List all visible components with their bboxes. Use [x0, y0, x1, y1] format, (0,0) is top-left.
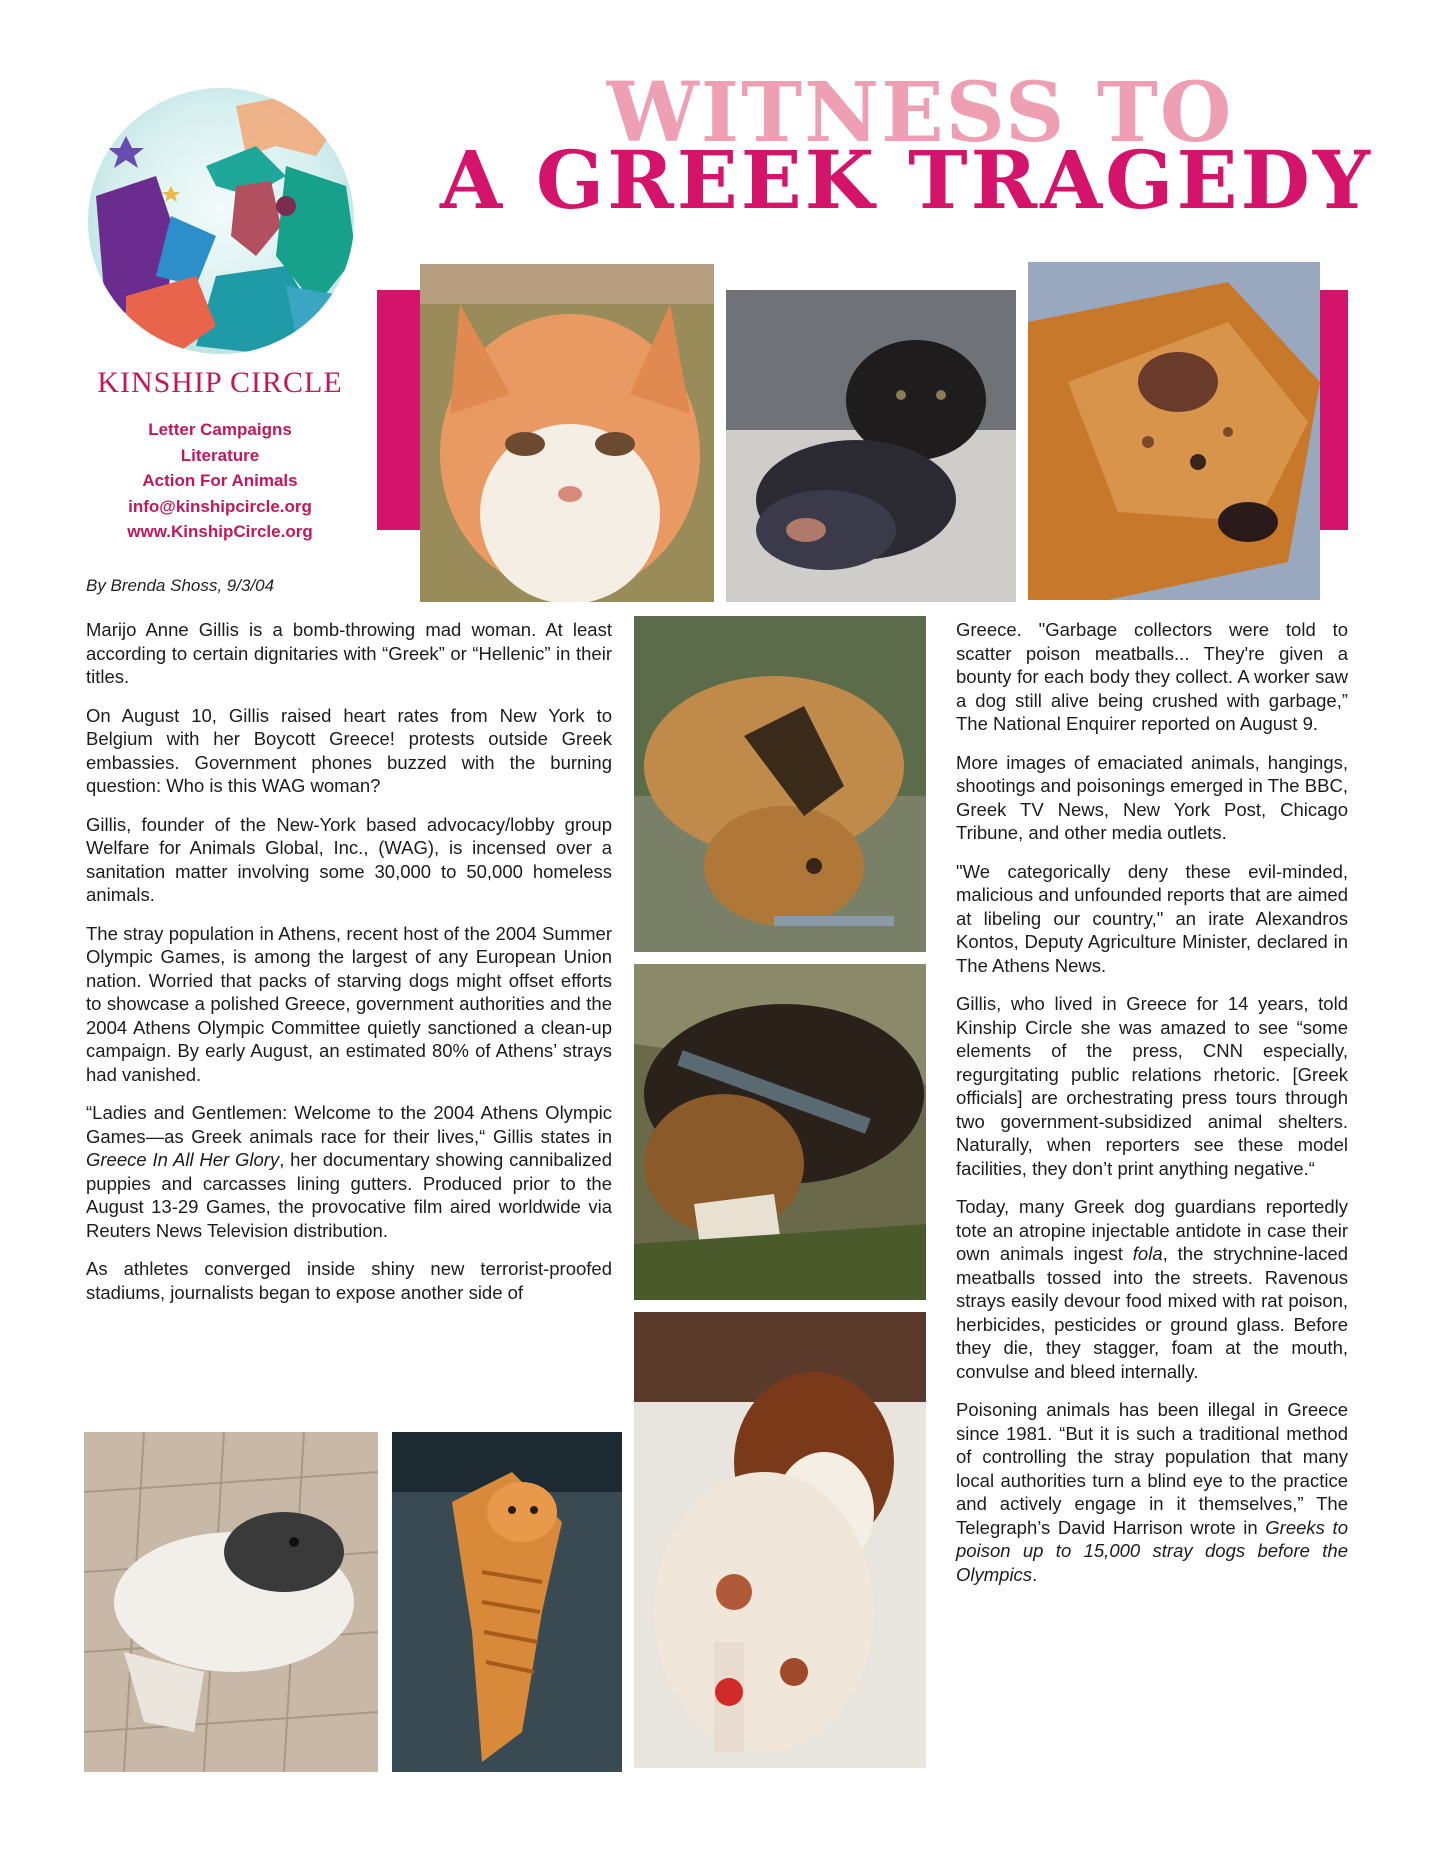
paragraph: Gillis, who lived in Greece for 14 years, told Kinship Circle she was amazed to see “some elements of the press, CNN especially, regurgitating public relations rhetoric. [Greek officials] are orchestrating press tours through two government-subsidized animal shelters. Naturally, when reporters see these model facilities, they don’t print anything negative.“ [956, 993, 1348, 1179]
kinship-circle-logo [86, 86, 356, 356]
photo-poisoned-dog-2 [634, 964, 926, 1300]
paragraph: "We categorically deny these evil-minded, malicious and unfounded reports that are aimed at libeling our country," an irate Alexandros Kontos, Deputy Agriculture Minister, declared in The Athens News. [956, 860, 1348, 976]
photo-injured-dog-face [1028, 262, 1320, 600]
org-website-link[interactable]: www.KinshipCircle.org [127, 522, 313, 541]
org-item-action: Action For Animals [142, 471, 298, 490]
paragraph: On August 10, Gillis raised heart rates from New York to Belgium with her Boycott Greece! protests outside Greek embassies. Government phones buzzed with the burning question: Who is this WAG woman? [86, 704, 612, 796]
photo-poisoned-dog-1 [634, 616, 926, 952]
paragraph: Today, many Greek dog guardians reportedly tote an atropine injectable antidote in case their own animals ingest fola, the strychnine-laced meatballs tossed into the streets. Ravenous strays easily devour food mixed with rat poison, herbicides, pesticides or ground glass. Before they die, they stagger, foam at the mouth, convulse and bleed internally. [956, 1196, 1348, 1382]
article-citation: Greeks to poison up to 15,000 stray dogs before the Olympics [956, 1516, 1348, 1585]
org-email-link[interactable]: info@kinshipcircle.org [128, 496, 312, 516]
org-name: KINSHIP CIRCLE [97, 366, 343, 399]
title-line-1: WITNESS TO [606, 65, 1234, 161]
accent-bar-left [377, 290, 425, 530]
title-line-2: A GREEK TRAGEDY [440, 133, 1373, 227]
paragraph: Marijo Anne Gillis is a bomb-throwing mad woman. At least according to certain dignitaries with “Greek” or “Hellenic” in their titles. [86, 619, 612, 687]
paragraph: The stray population in Athens, recent host of the 2004 Summer Olympic Games, is among the largest of any European Union nation. Worried that packs of starving dogs might offset efforts to showcase a polished Greece, government authorities and the 2004 Athens Olympic Committee quietly sanctioned a clean-up campaign. By early August, an estimated 80% of Athens’ strays had vanished. [86, 922, 612, 1085]
paragraph: As athletes converged inside shiny new terrorist-proofed stadiums, journalists began to expose another side of [86, 1258, 612, 1303]
org-info-list [60, 417, 380, 545]
photo-starving-cat [392, 1432, 622, 1772]
byline: By Brenda Shoss, 9/3/04 [86, 576, 275, 595]
paragraph: “Ladies and Gentlemen: Welcome to the 2004 Athens Olympic Games—as Greek animals race for their lives,“ Gillis states in Greece In All Her Glory, her documentary showing cannibalized puppies and carcasses lining gutters. Produced prior to the August 13-29 Games, the provocative film aired worldwide via Reuters News Television distribution. [86, 1102, 612, 1241]
paragraph: Gillis, founder of the New-York based advocacy/lobby group Welfare for Animals Global, Inc., (WAG), is incensed over a sanitation matter involving some 30,000 to 50,000 homeless animals. [86, 813, 612, 905]
article-column-1 [86, 618, 612, 1319]
fola-term: fola [1132, 1243, 1163, 1264]
article-column-3 [956, 618, 1348, 1601]
accent-bar-right [1320, 290, 1348, 530]
paragraph: More images of emaciated animals, hangings, shootings and poisonings emerged in The BBC, Greek TV News, New York Post, Chicago Tribune, and other media outlets. [956, 751, 1348, 843]
org-item-letter-campaigns: Letter Campaigns [148, 420, 292, 439]
photo-dead-husky [84, 1432, 378, 1772]
photo-black-puppies [726, 290, 1016, 602]
org-item-literature: Literature [180, 445, 260, 465]
paragraph: Poisoning animals has been illegal in Greece since 1981. “But it is such a traditional method of controlling the stray population that many local authorities turn a blind eye to the practice and actively engage in it themselves,” The Telegraph’s David Harrison wrote in Greeks to poison up to 15,000 stray dogs before the Olympics. [956, 1399, 1348, 1585]
documentary-title: Greece In All Her Glory [86, 1149, 280, 1170]
paragraph: Greece. "Garbage collectors were told to scatter poison meatballs... They're given a bounty for each body they collect. A worker saw a dog still alive being crushed with garbage,” The National Enquirer reported on August 9. [956, 619, 1348, 734]
photo-sick-kitten [420, 264, 714, 602]
photo-injured-hound [634, 1312, 926, 1768]
